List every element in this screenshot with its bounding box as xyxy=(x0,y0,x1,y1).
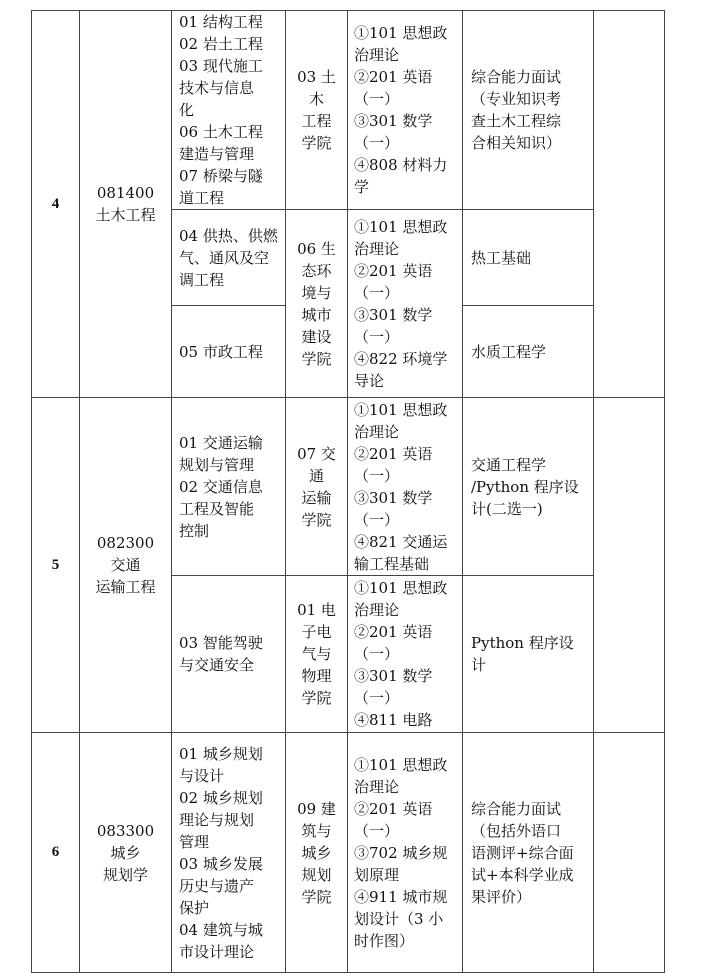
exam-subjects: ①101 思想政 治理论 ②201 英语 （一） ③301 数学 （一） ④811 电路 xyxy=(348,576,463,733)
retest-subject: 交通工程学 /Python 程序设 计(二选一) xyxy=(463,398,594,576)
research-directions: 04 供热、供燃 气、通风及空 调工程 xyxy=(172,210,286,306)
serial-number: 4 xyxy=(32,11,80,398)
remarks-cell xyxy=(594,398,665,733)
research-directions: 01 城乡规划 与设计 02 城乡规划 理论与规划 管理 03 城乡发展 历史与遗产 保护 04 建筑与城 市设计理论 xyxy=(172,733,286,973)
serial-number: 6 xyxy=(32,733,80,973)
research-directions: 03 智能驾驶 与交通安全 xyxy=(172,576,286,733)
retest-subject: 综合能力面试 （包括外语口 语测评+综合面 试+本科学业成 果评价） xyxy=(463,733,594,973)
school-name: 01 电 子电 气与 物理 学院 xyxy=(286,576,348,733)
table-row xyxy=(32,733,665,973)
school-name: 03 土 木 工程 学院 xyxy=(286,11,348,210)
remarks-cell xyxy=(594,11,665,398)
remarks-cell xyxy=(594,733,665,973)
exam-subjects: ①101 思想政 治理论 ②201 英语 （一） ③301 数学 （一） ④821 交通运 输工程基础 xyxy=(348,398,463,576)
major-code-name: 083300 城乡 规划学 xyxy=(80,733,172,973)
major-code-name: 082300 交通 运输工程 xyxy=(80,398,172,733)
school-name: 09 建 筑与 城乡 规划 学院 xyxy=(286,733,348,973)
school-name: 07 交 通 运输 学院 xyxy=(286,398,348,576)
exam-subjects: ①101 思想政 治理论 ②201 英语 （一） ③301 数学 （一） ④808 材料力 学 xyxy=(348,11,463,210)
research-directions: 05 市政工程 xyxy=(172,306,286,398)
school-name: 06 生 态环 境与 城市 建设 学院 xyxy=(286,210,348,398)
retest-subject: 热工基础 xyxy=(463,210,594,306)
table-row xyxy=(32,11,665,210)
retest-subject: 水质工程学 xyxy=(463,306,594,398)
table-row xyxy=(32,398,665,576)
research-directions: 01 结构工程 02 岩土工程 03 现代施工 技术与信息 化 06 土木工程 建造与管理 07 桥梁与隧 道工程 xyxy=(172,11,286,210)
exam-subjects: ①101 思想政 治理论 ②201 英语 （一） ③301 数学 （一） ④822 环境学 导论 xyxy=(348,210,463,398)
serial-number: 5 xyxy=(32,398,80,733)
retest-subject: 综合能力面试 （专业知识考 查土木工程综 合相关知识） xyxy=(463,11,594,210)
exam-subjects: ①101 思想政 治理论 ②201 英语 （一） ③702 城乡规 划原理 ④911 城市规 划设计（3 小 时作图） xyxy=(348,733,463,973)
research-directions: 01 交通运输 规划与管理 02 交通信息 工程及智能 控制 xyxy=(172,398,286,576)
retest-subject: Python 程序设 计 xyxy=(463,576,594,733)
major-code-name: 081400 土木工程 xyxy=(80,11,172,398)
admissions-table xyxy=(31,10,665,973)
